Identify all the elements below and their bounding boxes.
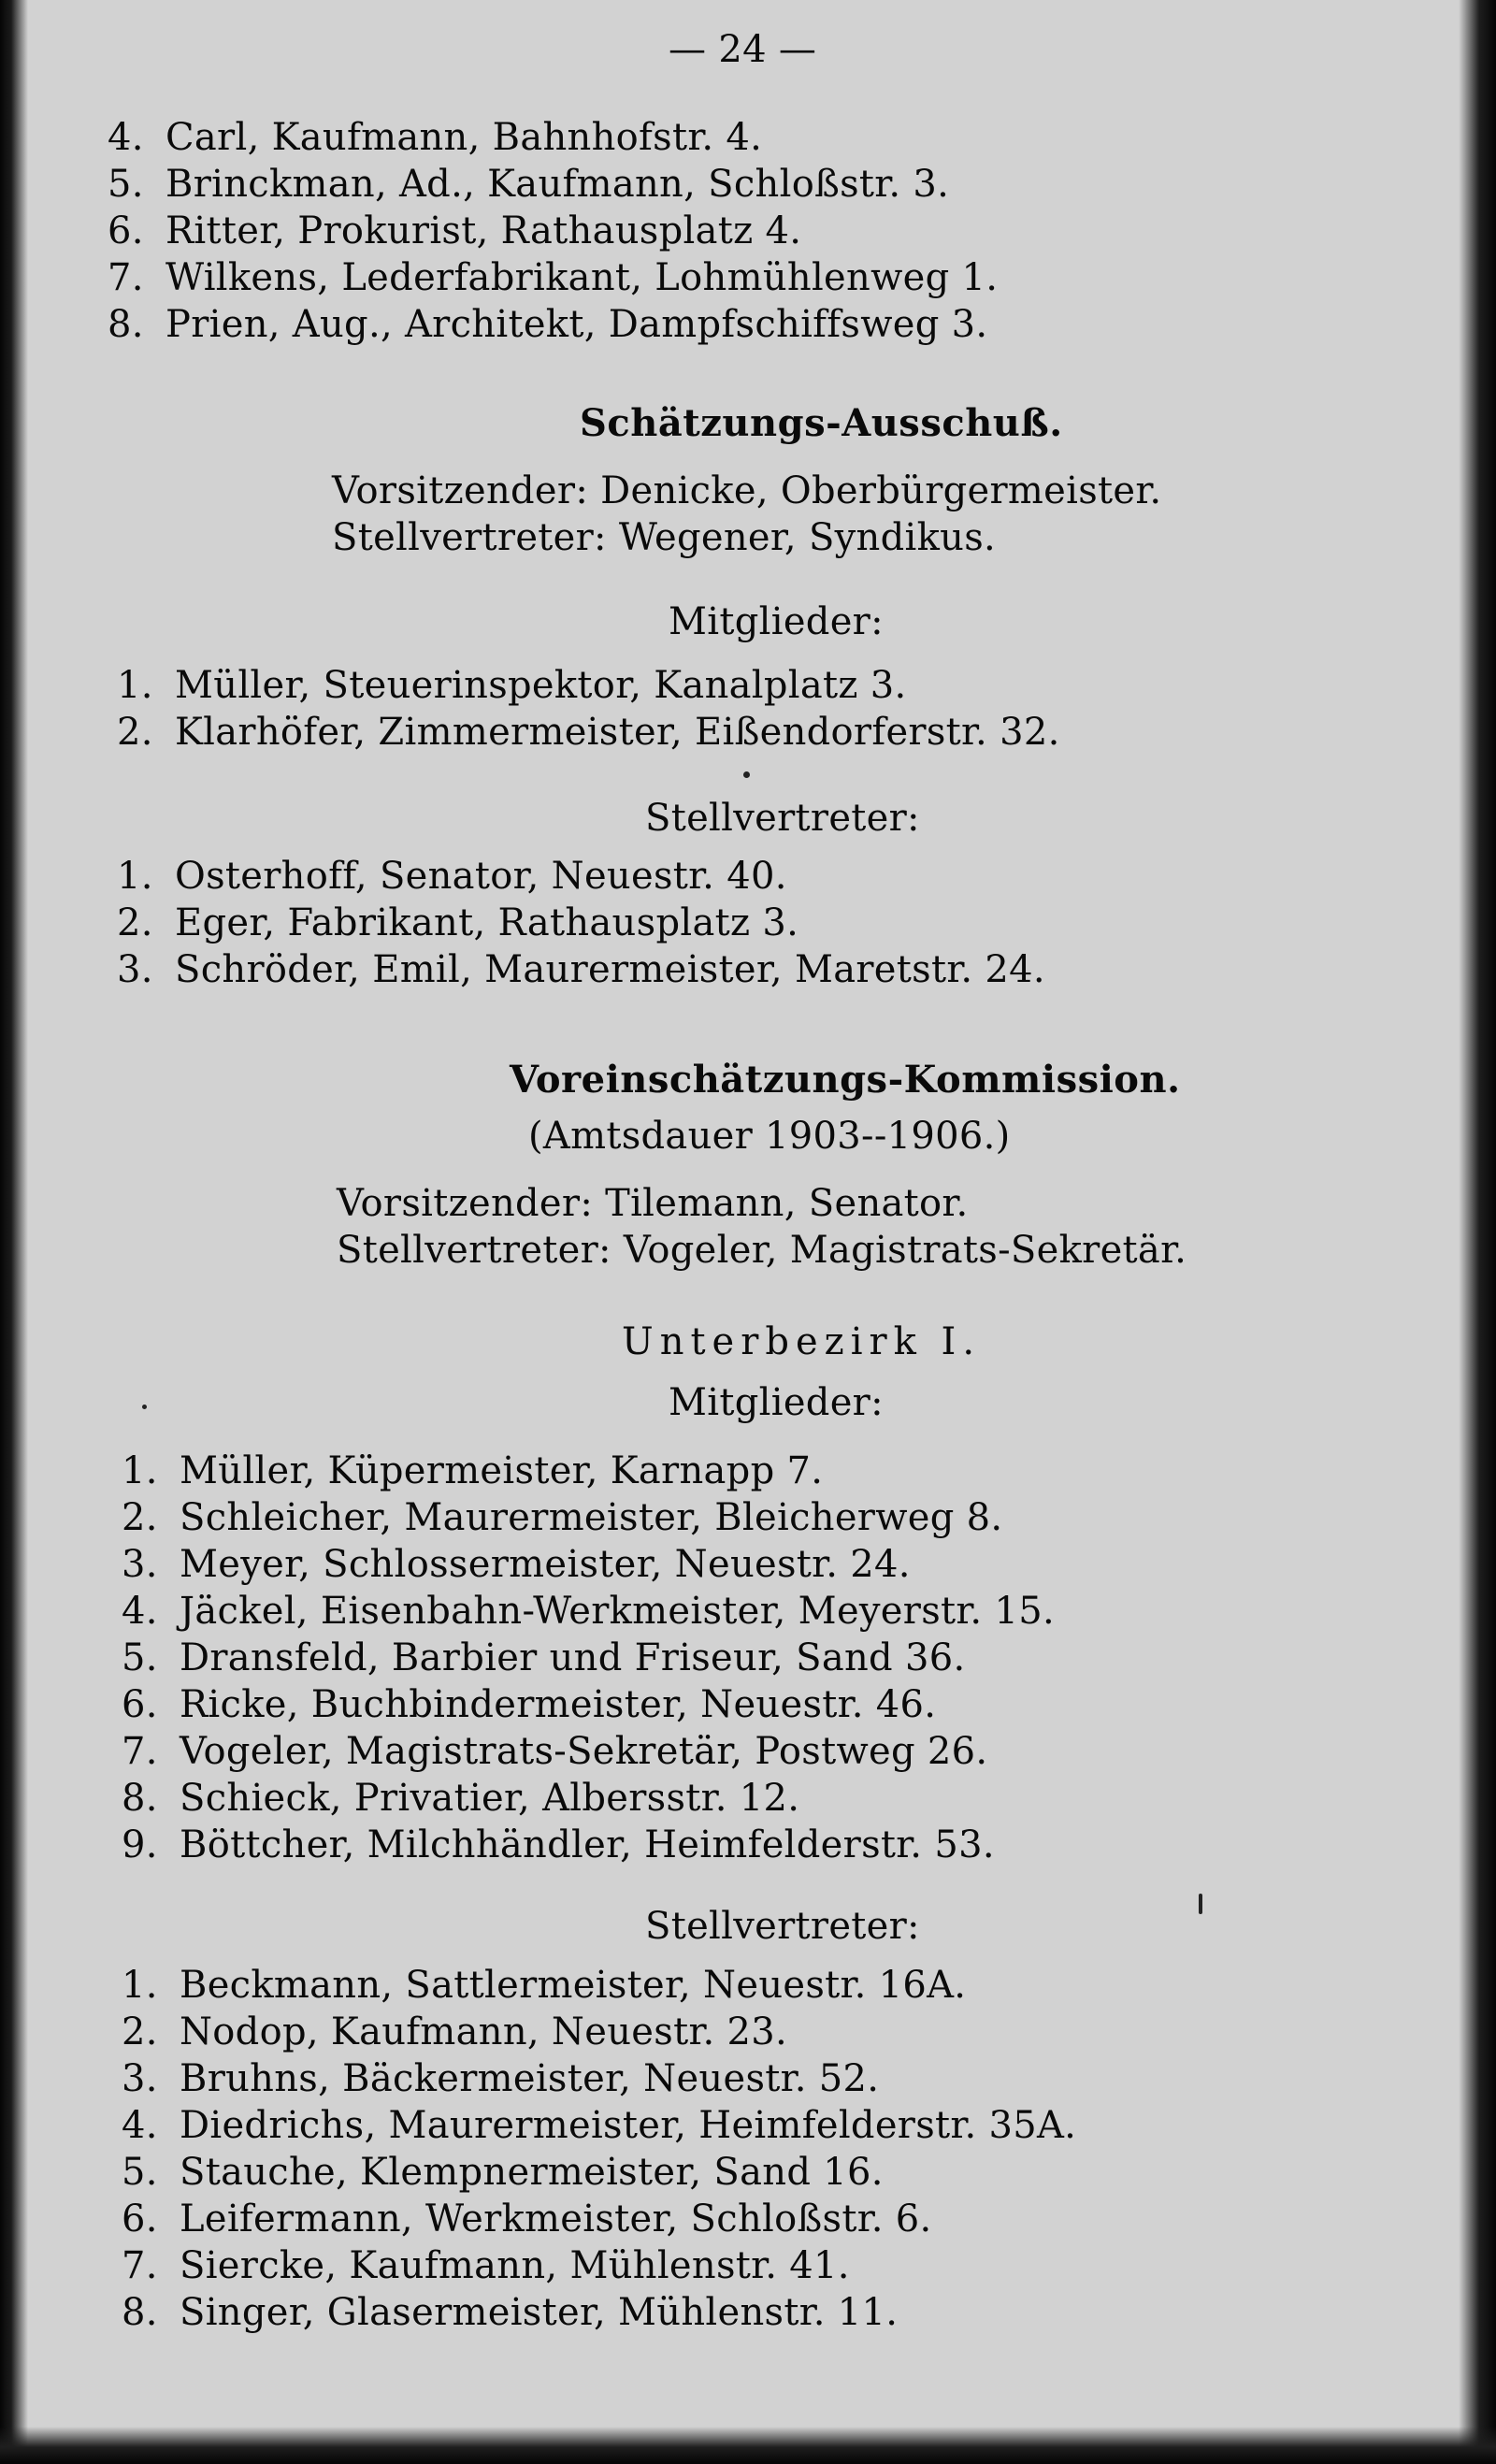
deputy-line: Stellvertreter: Vogeler, Magistrats-Sekretär. (337, 1229, 1187, 1272)
list-item-text: Osterhoff, Senator, Neuestr. 40. (175, 855, 787, 898)
list-item (117, 709, 1060, 756)
list-item-text: Carl, Kaufmann, Bahnhofstr. 4. (165, 116, 763, 159)
list-item-text: Vogeler, Magistrats-Sekretär, Postweg 26. (180, 1730, 988, 1773)
list-item (122, 2009, 787, 2055)
list-item-text: Schieck, Privatier, Albersstr. 12. (180, 1777, 800, 1820)
list-item-text: Ricke, Buchbindermeister, Neuestr. 46. (180, 1683, 937, 1726)
list-item-text: Wilkens, Lederfabrikant, Lohmühlenweg 1. (165, 256, 999, 299)
list-item (122, 2102, 1076, 2149)
deputies-heading: Stellvertreter: (645, 1905, 920, 1948)
list-item-number: 8. (122, 2291, 158, 2334)
list-item-number: 6. (122, 2197, 158, 2241)
list-item-number: 8. (122, 1777, 158, 1820)
list-item-text: Klarhöfer, Zimmermeister, Eißendorferstr. 32. (175, 711, 1060, 754)
list-item-number: 6. (122, 1683, 158, 1726)
list-item-text: Stauche, Klempnermeister, Sand 16. (180, 2151, 884, 2194)
list-item-number: 2. (117, 901, 153, 944)
scan-speck (743, 771, 750, 778)
list-item-number: 5. (122, 1636, 158, 1679)
list-item-text: Leifermann, Werkmeister, Schloßstr. 6. (180, 2197, 932, 2241)
list-item-text: Beckmann, Sattlermeister, Neuestr. 16A. (180, 1964, 967, 2007)
list-item (122, 1775, 799, 1822)
list-item (108, 254, 998, 301)
list-item-number: 6. (108, 209, 144, 252)
list-item-text: Schleicher, Maurermeister, Bleicherweg 8. (180, 1496, 1003, 1539)
list-item (122, 1448, 823, 1494)
list-item-text: Bruhns, Bäckermeister, Neuestr. 52. (180, 2057, 880, 2100)
list-item (122, 2242, 850, 2289)
list-item-text: Eger, Fabrikant, Rathausplatz 3. (175, 901, 799, 944)
members-heading: Mitglieder: (669, 1381, 884, 1424)
list-item-number: 5. (122, 2151, 158, 2194)
list-item-number: 7. (122, 2244, 158, 2287)
district-heading: Unterbezirk I. (622, 1320, 982, 1363)
list-item (122, 1541, 911, 1588)
list-item-number: 2. (122, 2010, 158, 2053)
list-item-text: Böttcher, Milchhändler, Heimfelderstr. 53. (180, 1823, 995, 1866)
deputy-line: Stellvertreter: Wegener, Syndikus. (332, 516, 997, 559)
list-item-number: 5. (108, 163, 144, 206)
list-item-text: Siercke, Kaufmann, Mühlenstr. 41. (180, 2244, 850, 2287)
list-item-number: 1. (117, 664, 153, 707)
list-item-text: Müller, Steuerinspektor, Kanalplatz 3. (175, 664, 907, 707)
list-item-text: Dransfeld, Barbier und Friseur, Sand 36. (180, 1636, 966, 1679)
list-item (117, 900, 798, 946)
list-item (122, 1962, 966, 2009)
list-item (108, 208, 801, 254)
list-item-number: 8. (108, 303, 144, 346)
term-line: (Amtsdauer 1903--1906.) (528, 1115, 1011, 1158)
list-item (122, 2149, 884, 2196)
chair-line: Vorsitzender: Tilemann, Senator. (337, 1182, 969, 1225)
section-title-voreinschaetzungs-kommission: Voreinschätzungs-Kommission. (510, 1058, 1181, 1102)
scan-edge-bottom (0, 2427, 1496, 2464)
list-item (122, 2289, 898, 2336)
scan-edge-left (0, 0, 28, 2464)
page-number: — 24 — (669, 28, 817, 71)
list-item-text: Ritter, Prokurist, Rathausplatz 4. (165, 209, 802, 252)
list-item (108, 161, 949, 208)
scan-speck (142, 1405, 147, 1409)
scan-speck (1199, 1894, 1202, 1914)
list-item-number: 1. (122, 1964, 158, 2007)
list-item (108, 301, 987, 348)
list-item-number: 4. (108, 116, 144, 159)
list-item-text: Meyer, Schlossermeister, Neuestr. 24. (180, 1543, 911, 1586)
list-item (122, 1635, 965, 1681)
list-item (122, 1681, 936, 1728)
list-item-text: Nodop, Kaufmann, Neuestr. 23. (180, 2010, 788, 2053)
members-heading: Mitglieder: (669, 600, 884, 643)
list-item-text: Schröder, Emil, Maurermeister, Maretstr. 24. (175, 948, 1045, 991)
list-item (117, 946, 1045, 993)
deputies-heading: Stellvertreter: (645, 797, 920, 840)
list-item-number: 2. (122, 1496, 158, 1539)
list-item-number: 3. (117, 948, 153, 991)
list-item-number: 3. (122, 2057, 158, 2100)
list-item (122, 1728, 987, 1775)
chair-line: Vorsitzender: Denicke, Oberbürgermeister. (332, 469, 1162, 512)
list-item-text: Müller, Küpermeister, Karnapp 7. (180, 1449, 824, 1492)
list-item-number: 7. (108, 256, 144, 299)
list-item-text: Diedrichs, Maurermeister, Heimfelderstr. 35A. (180, 2104, 1077, 2147)
list-item-number: 9. (122, 1823, 158, 1866)
list-item (117, 662, 907, 709)
list-item-number: 1. (117, 855, 153, 898)
list-item (122, 1822, 995, 1868)
list-item-number: 4. (122, 2104, 158, 2147)
list-item-number: 7. (122, 1730, 158, 1773)
list-item-text: Brinckman, Ad., Kaufmann, Schloßstr. 3. (165, 163, 950, 206)
list-item-number: 3. (122, 1543, 158, 1586)
list-item (122, 2196, 932, 2242)
list-item (122, 1494, 1002, 1541)
list-item (122, 1588, 1055, 1635)
list-item (108, 114, 762, 161)
scan-edge-right (1459, 0, 1496, 2464)
section-title-schaetzungs-ausschuss: Schätzungs-Ausschuß. (580, 401, 1063, 445)
list-item-text: Jäckel, Eisenbahn-Werkmeister, Meyerstr. 15. (180, 1590, 1055, 1633)
list-item-text: Prien, Aug., Architekt, Dampfschiffsweg 3. (165, 303, 988, 346)
list-item-number: 1. (122, 1449, 158, 1492)
list-item-text: Singer, Glasermeister, Mühlenstr. 11. (180, 2291, 899, 2334)
list-item-number: 2. (117, 711, 153, 754)
list-item-number: 4. (122, 1590, 158, 1633)
list-item (117, 853, 787, 900)
list-item (122, 2055, 879, 2102)
